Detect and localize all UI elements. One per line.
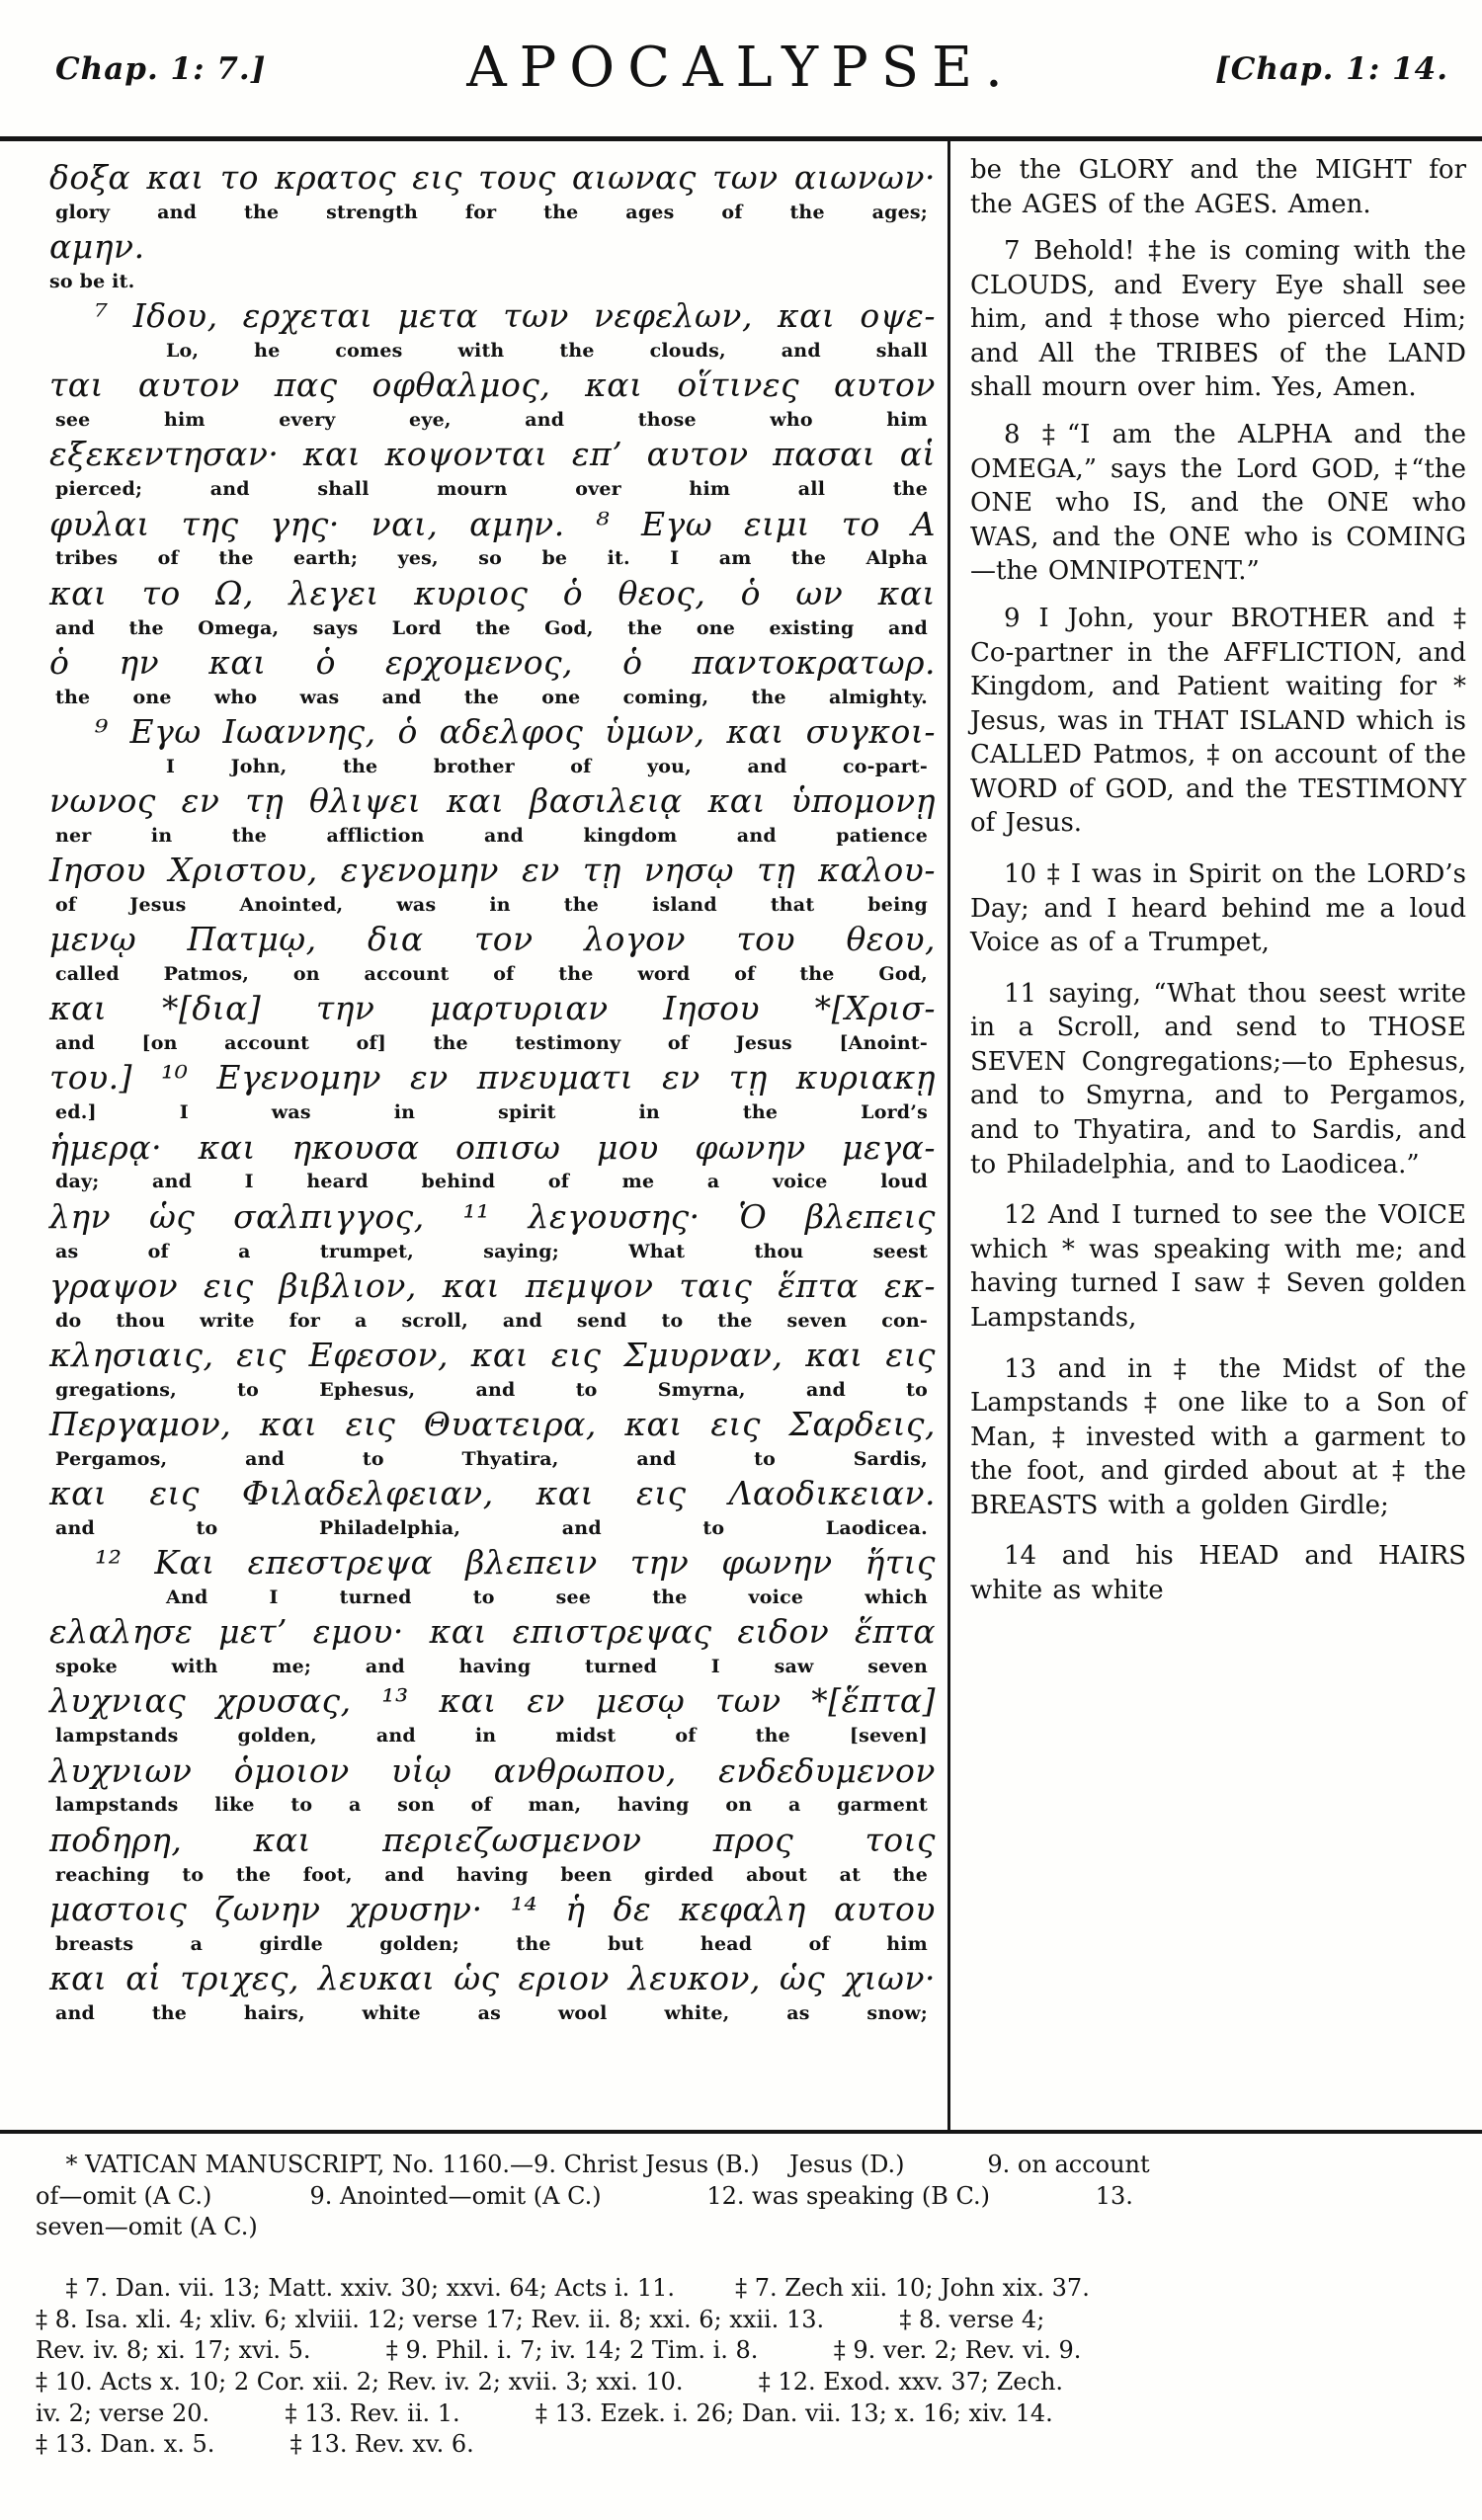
interlinear-row [49, 1820, 936, 1888]
greek-text-line: νωνος εν τῃ θλιψει και βασιλειᾳ και ὑπομονῃ [49, 780, 936, 820]
english-gloss-line: do thou write for a scroll, and send to the seven con- [55, 1309, 928, 1332]
greek-text-line: φυλαι της γης· ναι, αμην. ⁸ Εγω ειμι το Α [49, 504, 936, 543]
interlinear-row [49, 1335, 936, 1403]
english-gloss-line: Pergamos, and to Thyatira, and to Sardis, [55, 1447, 928, 1470]
interlinear-row [49, 504, 936, 572]
english-gloss-line: reaching to the foot, and having been girded about at the [55, 1863, 928, 1886]
manuscript-variants-note [36, 2150, 1454, 2243]
interlinear-row [49, 1958, 936, 2026]
cross-reference-line: ‡ 13. Dan. x. 5. ‡ 13. Rev. xv. 6. [36, 2430, 474, 2459]
english-gloss-line: and [on account of] the testimony of Jesus [Anoint- [55, 1032, 928, 1055]
english-gloss-line: the one who was and the one coming, the almighty. [55, 686, 928, 708]
greek-text-line: λυχνιας χρυσας, ¹³ και εν μεσῳ των *[ἕπτα] [49, 1681, 936, 1721]
interlinear-row [49, 157, 936, 225]
greek-text-line: λυχνιων ὁμοιον υἱῳ ανθρωπου, ενδεδυμενον [49, 1750, 936, 1790]
interlinear-row [49, 988, 936, 1056]
translation-paragraph: 10 ‡ I was in Spirit on the LORD’s Day; and I heard behind me a loud Voice as of a Trumpet, [970, 858, 1466, 958]
english-gloss-line: spoke with me; and having turned I saw seven [55, 1656, 928, 1678]
interlinear-row [49, 1611, 936, 1679]
greek-text-line: λην ὡς σαλπιγγος, ¹¹ λεγουσης· Ὁ βλεπεις [49, 1196, 936, 1236]
greek-text-line: δοξα και το κρατος εις τους αιωνας των αιωνων· [49, 158, 936, 197]
english-gloss-line: tribes of the earth; yes, so be it. I am the Alpha [55, 547, 928, 570]
english-gloss-line: and the hairs, white as wool white, as snow; [55, 2001, 928, 2024]
greek-text-line: και το Ω, λεγει κυριος ὁ θεος, ὁ ων και [49, 573, 936, 612]
translation-column [950, 141, 1482, 2130]
interlinear-row [49, 1127, 936, 1195]
cross-reference-line: ‡ 7. Dan. vii. 13; Matt. xxiv. 30; xxvi. 64; Acts i. 11. ‡ 7. Zech xii. 10; John xix. 37. [36, 2274, 1090, 2303]
cross-reference-line: iv. 2; verse 20. ‡ 13. Rev. ii. 1. ‡ 13. Ezek. i. 26; Dan. vii. 13; x. 16; xiv. 14. [36, 2398, 1053, 2427]
interlinear-row [49, 1196, 936, 1264]
greek-text-line: ¹² Και επεστρεψα βλεπειν την φωνην ἥτις [95, 1543, 936, 1583]
interlinear-row [49, 295, 936, 364]
cross-reference-line: ‡ 8. Isa. xli. 4; xliv. 6; xlviii. 12; verse 17; Rev. ii. 8; xxi. 6; xxii. 13. ‡ 8. verse 4; [36, 2305, 1045, 2333]
translation-paragraph: 12 And I turned to see the VOICE which * was speaking with me; and having turned I saw ‡ Seven golden Lampstands, [970, 1200, 1466, 1333]
interlinear-row [49, 780, 936, 849]
greek-text-line: κλησιαις, εις Εφεσον, και εις Σμυρναν, και εις [49, 1335, 936, 1374]
running-head [0, 0, 1482, 141]
translation-paragraph: 13 and in ‡ the Midst of the Lampstands ‡ one like to a Son of Man, ‡ invested with a garment to the foot, and girded about at ‡ the BREASTS with a golden Girdle; [970, 1353, 1466, 1520]
greek-text-line: ποδηρη, και περιεζωσμενον προς τοις [49, 1820, 936, 1859]
interlinear-row [49, 1057, 936, 1125]
greek-text-line: και *[δια] την μαρτυριαν Ιησου *[Χρισ- [49, 989, 936, 1028]
translation-paragraph: 9 I John, your BROTHER and ‡ Co-partner in the AFFLICTION, and Kingdom, and Patient waiting for * Jesus, was in THAT ISLAND which is CALLED Patmos, ‡ on account of the WORD of GOD, and the TESTIMONY of Jesus. [970, 603, 1466, 839]
translation-paragraph: 8 ‡“I am the ALPHA and the OMEGA,” says the Lord GOD, ‡“the ONE who IS, and the ONE who WAS, and the ONE who is COMING—the OMNIPOTENT.” [970, 420, 1466, 587]
greek-text-line: εξεκεντησαν· και κοψονται επ’ αυτον πασαι αἱ [49, 435, 936, 474]
english-gloss-line: see him every eye, and those who him [55, 409, 928, 432]
english-gloss-line: Lo, he comes with the clouds, and shall [166, 340, 928, 363]
interlinear-row [49, 1404, 936, 1472]
translation-paragraph: 11 saying, “What thou seest write in a Scroll, and send to THOSE SEVEN Congregations;—to Ephesus, and to Smyrna, and to Pergamos, and to Thyatira, and to Sardis, and to Philadelphia, and to Laodicea.” [970, 978, 1466, 1179]
interlinear-row [49, 642, 936, 710]
greek-text-line: αμην. [49, 227, 145, 267]
interlinear-row [49, 1473, 936, 1541]
chapter-ref-right: [Chap. 1: 14. [1215, 51, 1448, 87]
interlinear-row [49, 850, 936, 918]
english-gloss-line: so be it. [49, 271, 135, 292]
greek-text-line: ⁷ Ιδου, ερχεται μετα των νεφελων, και οψε- [95, 296, 936, 336]
greek-text-line: ται αυτον πας οφθαλμος, και οἵτινες αυτον [49, 366, 936, 405]
interlinear-row [49, 1750, 936, 1819]
english-gloss-line: lampstands like to a son of man, having on a garment [55, 1794, 928, 1817]
english-gloss-line: I John, the brother of you, and co-part- [166, 755, 928, 777]
interlinear-row [49, 365, 936, 433]
translation-paragraph: 7 Behold! ‡he is coming with the CLOUDS, and Every Eye shall see him, and ‡those who pierced Him; and All the TRIBES of the LAND shall mourn over him. Yes, Amen. [970, 236, 1466, 403]
cross-reference-line: ‡ 10. Acts x. 10; 2 Cor. xii. 2; Rev. iv. 2; xvii. 3; xxi. 10. ‡ 12. Exod. xxv. 37; Zech. [36, 2368, 1064, 2397]
manuscript-note-line: of—omit (A C.) 9. Anointed—omit (A C.) 12. was speaking (B C.) 13. [36, 2181, 1133, 2210]
interlinear-row [49, 434, 936, 502]
english-gloss-line: pierced; and shall mourn over him all the [55, 478, 928, 501]
interlinear-row [49, 573, 936, 641]
english-gloss-line: ed.] I was in spirit in the Lord’s [55, 1101, 928, 1124]
greek-text-line: ἡμερᾳ· και ηκουσα οπισω μου φωνην μεγα- [49, 1127, 936, 1167]
english-gloss-line: of Jesus Anointed, was in the island that being [55, 893, 928, 916]
greek-text-line: ὁ ην και ὁ ερχομενος, ὁ παντοκρατωρ. [49, 642, 936, 682]
manuscript-note-line: * VATICAN MANUSCRIPT, No. 1160.—9. Christ Jesus (B.) Jesus (D.) 9. on account [36, 2151, 1150, 2178]
header-rule [0, 136, 1482, 141]
english-gloss-line: gregations, to Ephesus, and to Smyrna, and to [55, 1378, 928, 1401]
greek-text-line: μενῳ Πατμῳ, δια τον λογον του θεου, [49, 920, 936, 959]
cross-references [36, 2273, 1454, 2461]
interlinear-row [49, 711, 936, 779]
interlinear-row [49, 1889, 936, 1957]
interlinear-row [49, 919, 936, 987]
english-gloss-line: breasts a girdle golden; the but head of him [55, 1932, 928, 1955]
interlinear-row [49, 1680, 936, 1748]
translation-paragraph: 14 and his HEAD and HAIRS white as white [970, 1541, 1466, 1605]
manuscript-note-line: seven—omit (A C.) [36, 2213, 258, 2241]
footnotes [0, 2134, 1482, 2461]
english-gloss-line: and the Omega, says Lord the God, the one existing and [55, 616, 928, 639]
cross-reference-line: Rev. iv. 8; xi. 17; xvi. 5. ‡ 9. Phil. i. 7; iv. 14; 2 Tim. i. 8. ‡ 9. ver. 2; Rev. vi. 9. [36, 2336, 1082, 2365]
english-gloss-line: ner in the affliction and kingdom and patience [55, 824, 928, 847]
greek-text-line: του.] ¹⁰ Εγενομην εν πνευματι εν τῃ κυριακῃ [49, 1058, 936, 1097]
english-gloss-line: and to Philadelphia, and to Laodicea. [55, 1516, 928, 1539]
english-gloss-line: glory and the strength for the ages of the ages; [55, 201, 928, 223]
greek-text-line: ⁹ Εγω Ιωαννης, ὁ αδελφος ὑμων, και συγκοι- [95, 711, 936, 751]
page-title: APOCALYPSE. [466, 36, 1016, 100]
english-gloss-line: And I turned to see the voice which [166, 1586, 928, 1609]
interlinear-row [49, 226, 936, 294]
greek-text-line: Περγαμον, και εις Θυατειρα, και εις Σαρδεις, [49, 1404, 936, 1443]
english-gloss-line: called Patmos, on account of the word of the God, [55, 963, 928, 986]
chapter-ref-left: Chap. 1: 7.] [55, 51, 267, 87]
interlinear-row [49, 1542, 936, 1610]
greek-text-line: μαστοις ζωνην χρυσην· ¹⁴ ἡ δε κεφαλη αυτου [49, 1889, 936, 1928]
english-gloss-line: day; and I heard behind of me a voice loud [55, 1171, 928, 1193]
english-gloss-line: as of a trumpet, saying; What thou seest [55, 1240, 928, 1262]
greek-text-line: ελαλησε μετ’ εμου· και επιστρεψας ειδον ἕπτα [49, 1612, 936, 1652]
greek-text-line: και εις Φιλαδελφειαν, και εις Λαοδικειαν. [49, 1474, 936, 1513]
greek-text-line: γραψον εις βιβλιον, και πεμψον ταις ἕπτα εκ- [49, 1265, 936, 1305]
interlinear-row [49, 1265, 936, 1334]
greek-text-line: Ιησου Χριστου, εγενομην εν τῃ νησῳ τῃ καλου- [49, 851, 936, 890]
greek-text-line: και αἱ τριχες, λευκαι ὡς εριον λευκον, ὡς χιων· [49, 1958, 936, 1997]
page-body [0, 141, 1482, 2130]
english-gloss-line: lampstands golden, and in midst of the [seven] [55, 1725, 928, 1748]
translation-paragraph: be the GLORY and the MIGHT for the AGES of the AGES. Amen. [970, 155, 1466, 219]
interlinear-column [0, 141, 950, 2130]
